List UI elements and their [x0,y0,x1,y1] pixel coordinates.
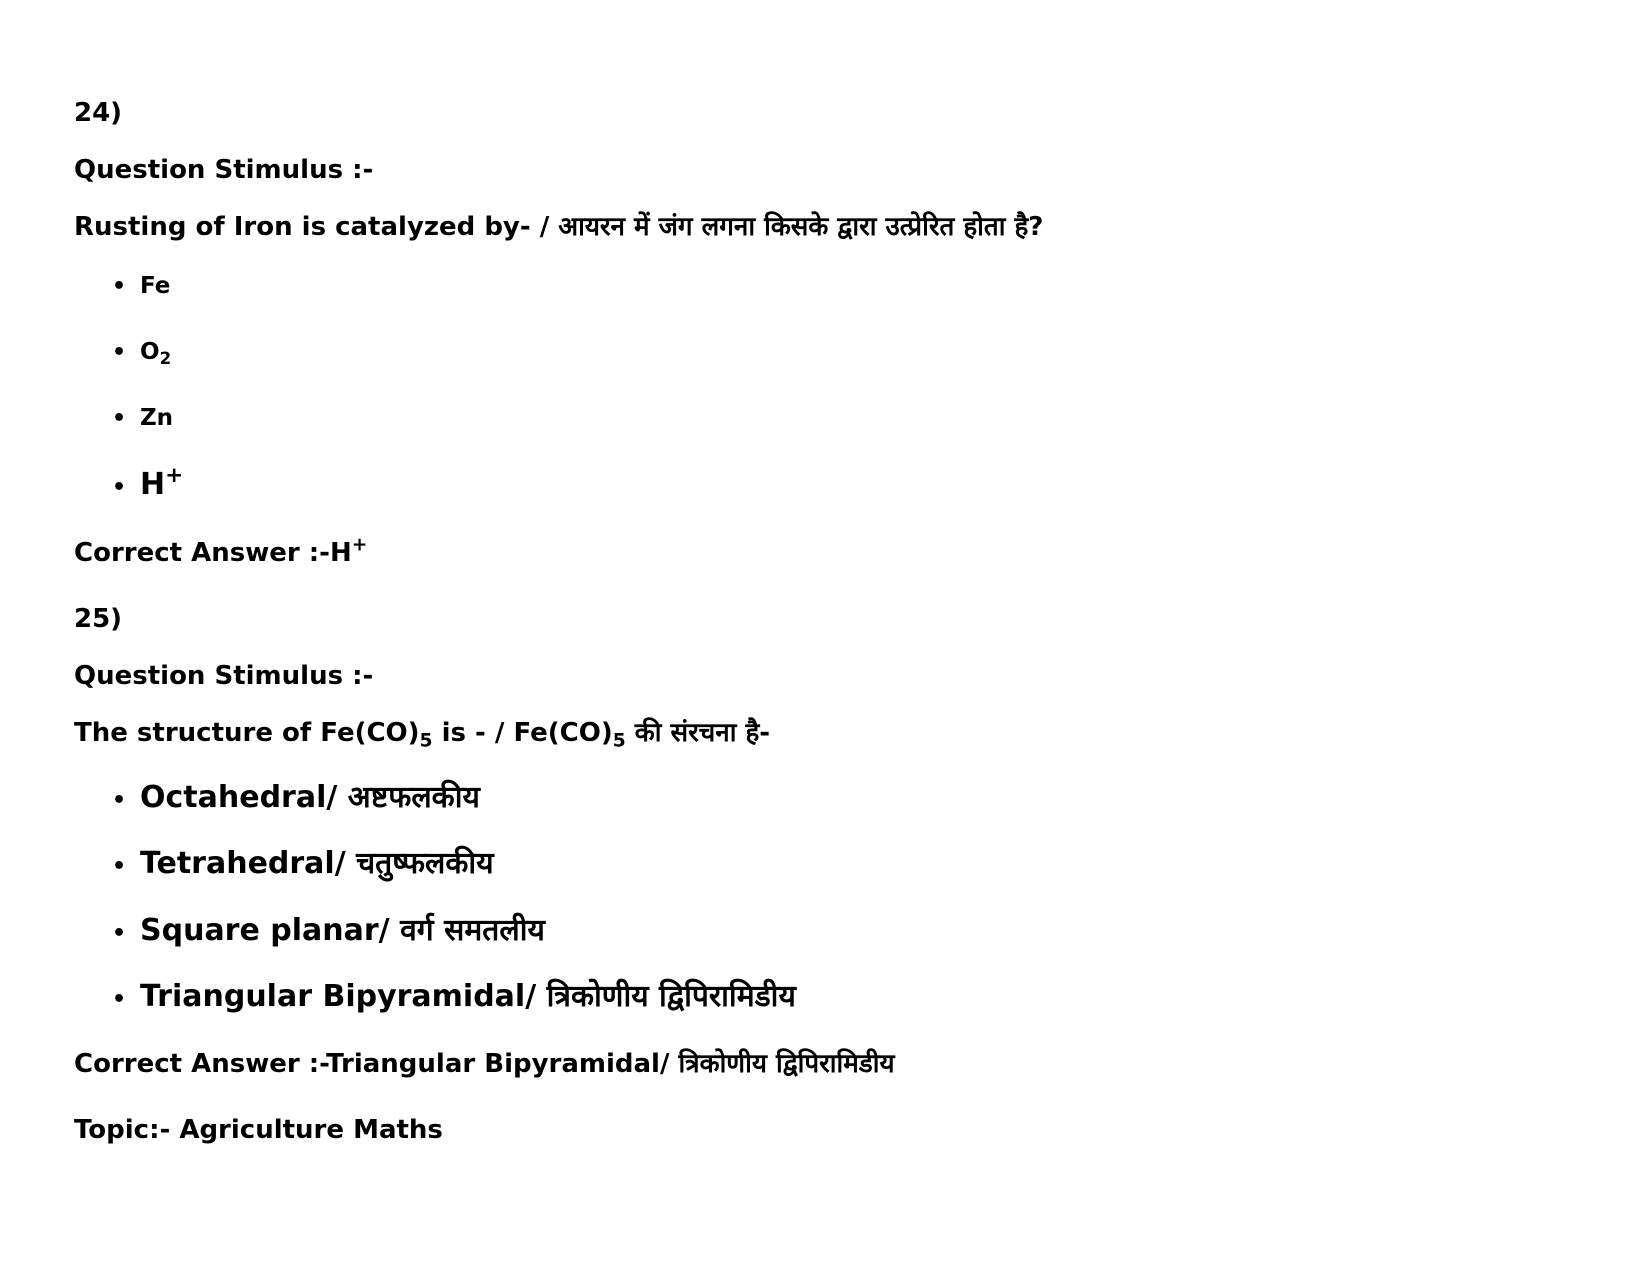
correct-answer [74,1048,895,1080]
question-stimulus-label: Question Stimulus :- [74,155,374,185]
option-item [112,780,480,819]
question-text-part: की संरचना है- [625,718,771,748]
bullet: • [112,475,127,500]
question-text-part: The structure of Fe(CO) [74,718,420,748]
bullet: • [112,987,127,1012]
correct-answer-label: Correct Answer :- [74,1049,327,1079]
question-text-part: is - / Fe(CO) [432,718,613,748]
option-text: Square planar/ वर्ग समतलीय [140,913,545,948]
option-item [112,334,171,371]
question-text-subscript: 5 [419,730,433,752]
correct-answer-text: Triangular Bipyramidal/ त्रिकोणीय द्विपिरामिडीय [326,1049,895,1079]
option-item [112,913,545,952]
option-item [112,979,796,1018]
question-stimulus-label: Question Stimulus :- [74,661,374,691]
question-number: 24) [74,98,123,128]
option-text: H [140,467,166,502]
correct-answer [74,534,368,569]
option-text: Fe [140,273,171,299]
bullet: • [112,854,127,879]
topic-label: Topic:- Agriculture Maths [74,1115,443,1145]
option-text: O [140,339,160,365]
option-text: Octahedral/ अष्टफलकीय [140,780,480,815]
bullet: • [112,921,127,946]
option-item [112,400,173,437]
correct-answer-text: H [329,538,352,568]
option-item [112,268,170,305]
option-text: Tetrahedral/ चतुष्फलकीय [140,846,494,881]
option-text: Zn [140,405,174,431]
question-text [74,717,771,752]
option-superscript: + [165,463,184,489]
bullet: • [112,406,127,431]
correct-answer-label: Correct Answer :- [74,538,330,568]
correct-answer-superscript: + [351,534,368,556]
question-number: 25) [74,604,123,634]
option-subscript: 2 [159,348,172,368]
question-text-subscript: 5 [612,730,626,752]
bullet: • [112,274,127,299]
option-text: Triangular Bipyramidal/ त्रिकोणीय द्विपिरामिडीय [140,979,796,1014]
question-text: Rusting of Iron is catalyzed by- / आयरन में जंग लगना किसके द्वारा उत्प्रेरित होता है? [74,212,1044,242]
option-item [112,463,184,506]
option-item [112,846,494,885]
bullet: • [112,788,127,813]
bullet: • [112,340,127,365]
